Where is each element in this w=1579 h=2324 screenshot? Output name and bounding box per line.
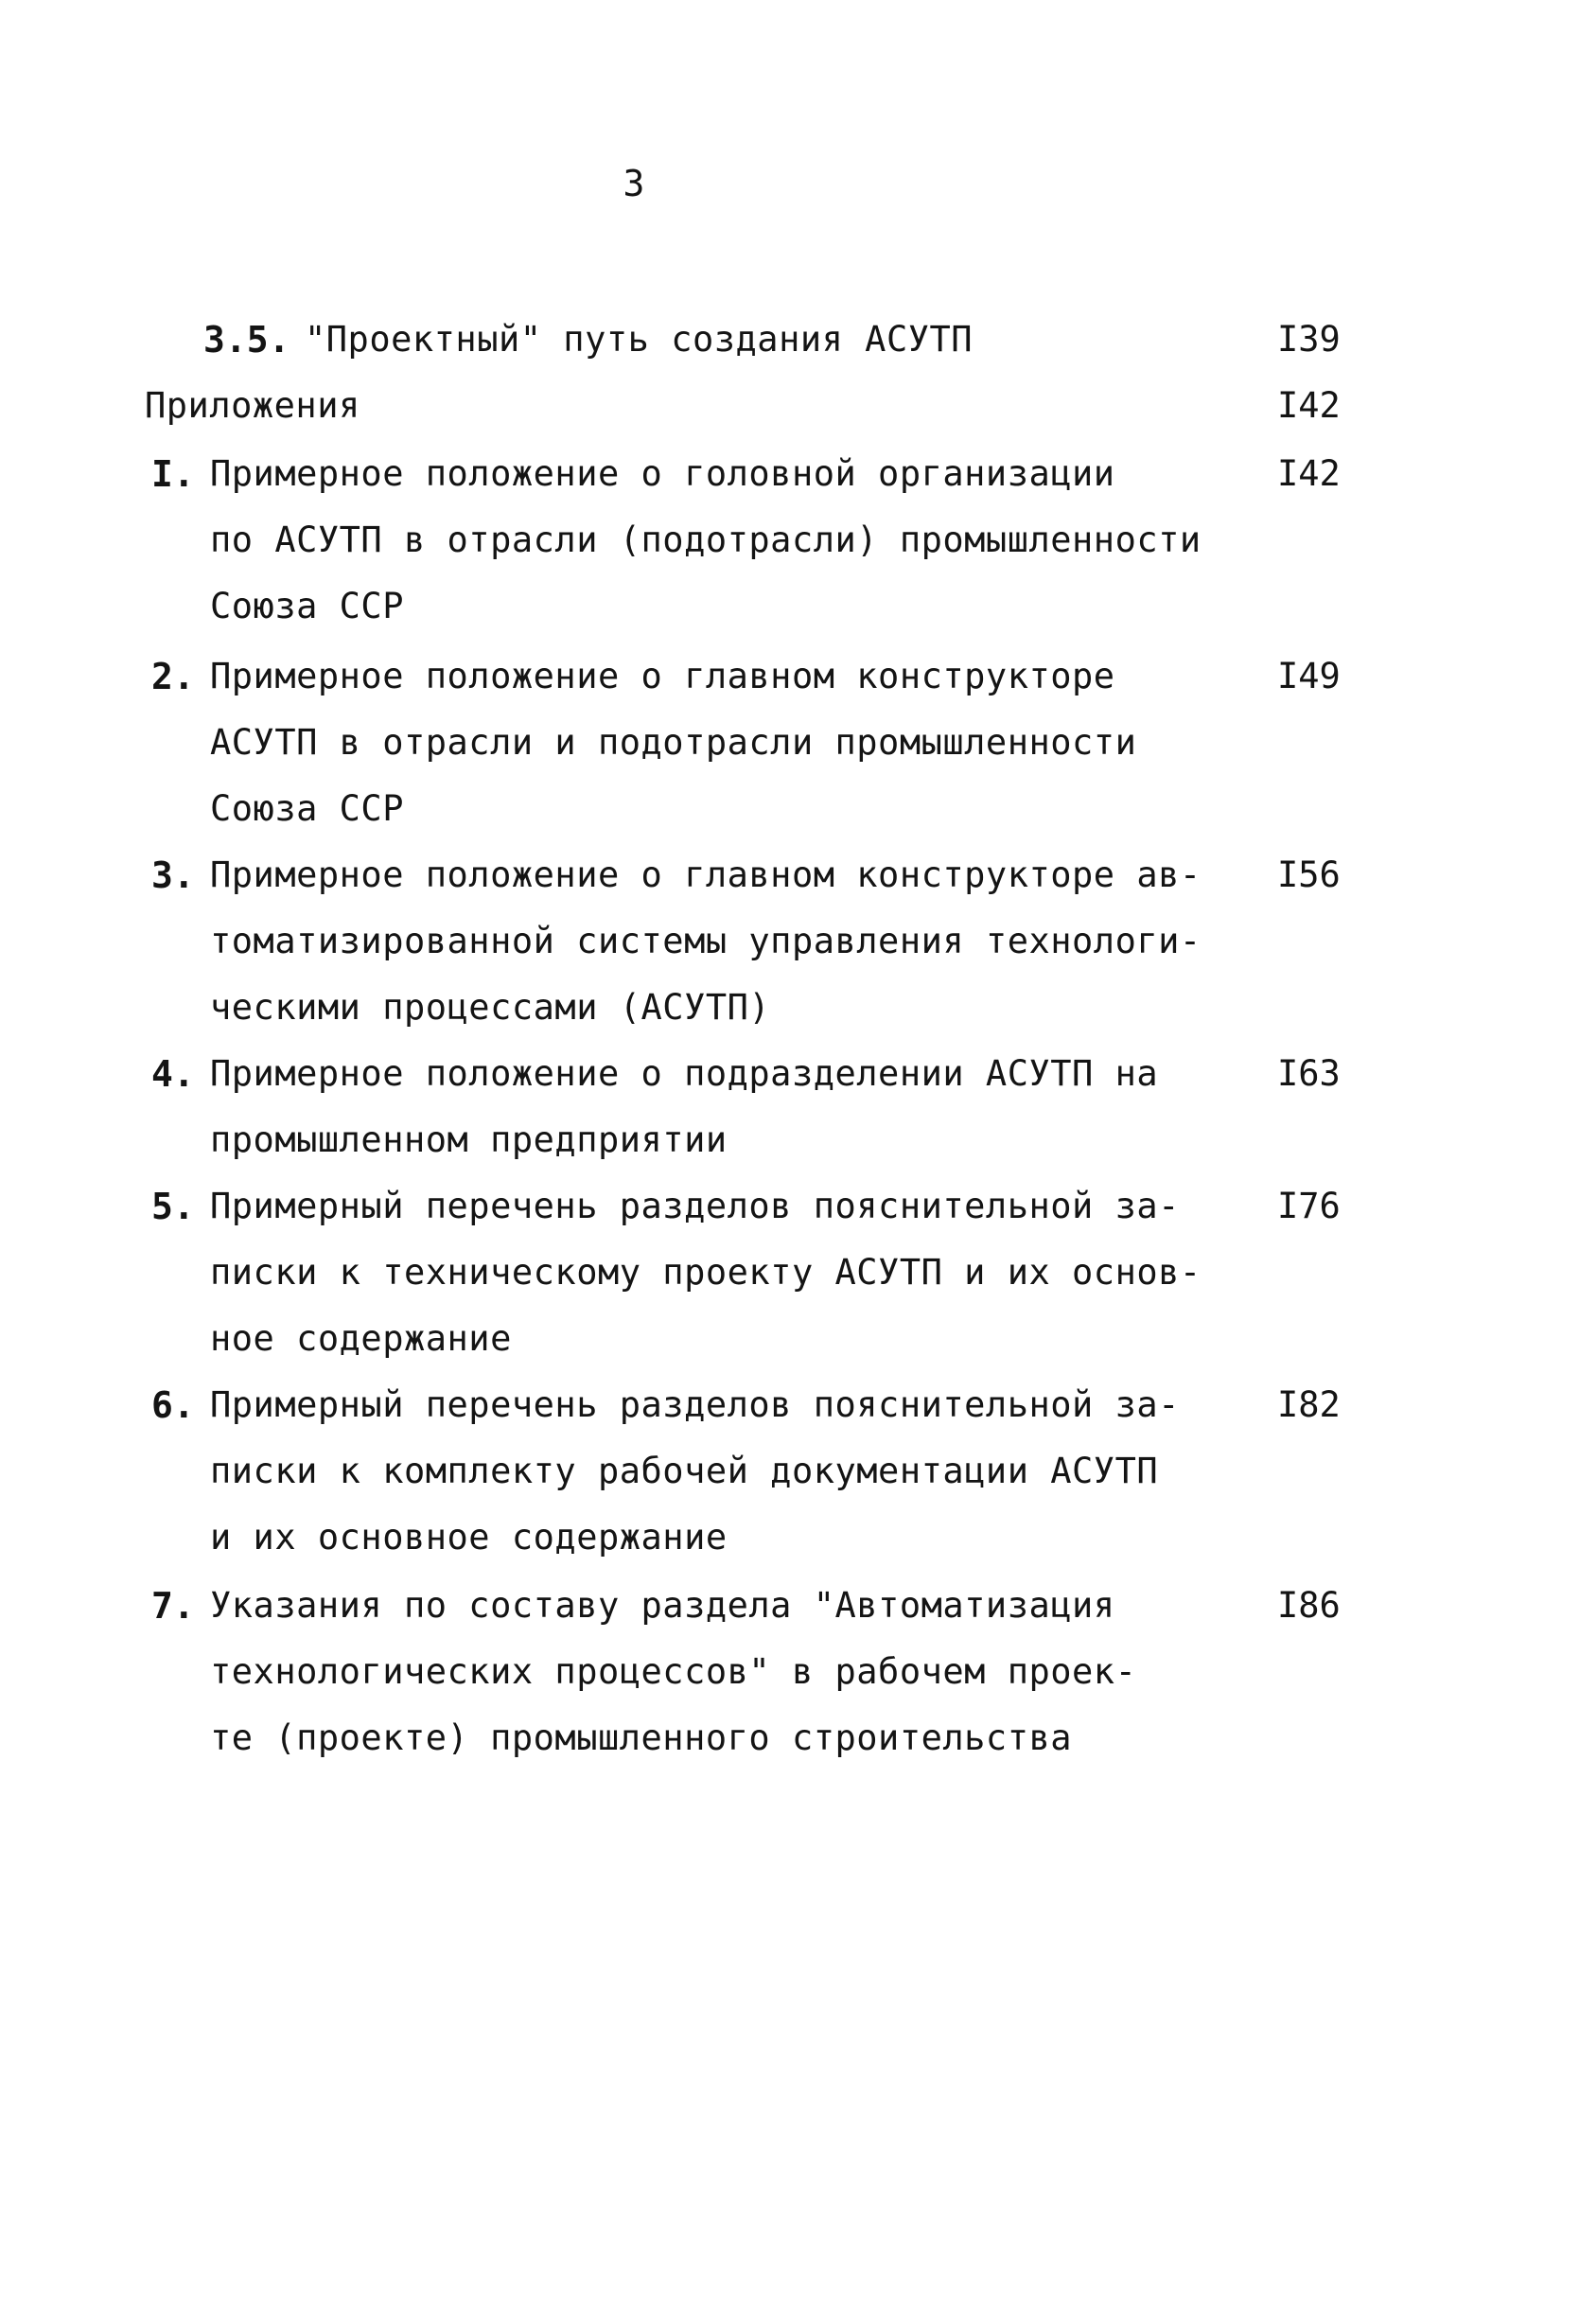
toc-entry-number: 6. (151, 1384, 195, 1426)
toc-entry-page: I82 (1277, 1384, 1341, 1425)
toc-entry-line: Примерный перечень разделов пояснительной за- (210, 1384, 1180, 1425)
toc-entry-line: "Проектный" путь создания АСУТП (305, 319, 974, 360)
toc-entry-page: I42 (1277, 385, 1341, 426)
toc-entry-number: 3.5. (203, 319, 290, 361)
toc-entry-line: писки к комплекту рабочей документации АСУТП (210, 1451, 1159, 1491)
page-number: 3 (623, 163, 645, 204)
toc-entry-line: Примерный перечень разделов пояснительной за- (210, 1186, 1180, 1226)
toc-entry-line: Приложения (145, 385, 360, 426)
toc-entry-page: I86 (1277, 1585, 1341, 1626)
toc-entry-number: 2. (151, 656, 195, 697)
toc-entry-line: Указания по составу раздела "Автоматизация (210, 1585, 1115, 1626)
toc-entry-number: 7. (151, 1585, 195, 1627)
toc-entry-page: I56 (1277, 854, 1341, 895)
toc-entry-line: томатизированной системы управления технологи- (210, 921, 1202, 961)
toc-entry-number: I. (151, 453, 195, 495)
toc-entry-page: I76 (1277, 1186, 1341, 1226)
toc-entry-page: I42 (1277, 453, 1341, 494)
toc-entry-number: 5. (151, 1186, 195, 1227)
toc-entry-line: те (проекте) промышленного строительства (210, 1717, 1073, 1758)
toc-entry-page: I39 (1277, 319, 1341, 360)
toc-entry-line: по АСУТП в отрасли (подотрасли) промышленности (210, 519, 1202, 560)
toc-entry-line: АСУТП в отрасли и подотрасли промышленности (210, 722, 1137, 763)
toc-entry-line: Примерное положение о головной организации (210, 453, 1115, 494)
toc-entry-line: Примерное положение о главном конструкторе ав- (210, 854, 1202, 895)
toc-entry-line: и их основное содержание (210, 1517, 728, 1558)
toc-entry-number: 4. (151, 1053, 195, 1095)
toc-entry-line: Союза ССР (210, 586, 404, 626)
toc-entry-line: ческими процессами (АСУТП) (210, 987, 771, 1028)
toc-entry-line: технологических процессов" в рабочем проек- (210, 1651, 1137, 1692)
toc-entry-line: Примерное положение о главном конструкторе (210, 656, 1115, 696)
toc-entry-line: Примерное положение о подразделении АСУТП на (210, 1053, 1159, 1094)
toc-entry-page: I63 (1277, 1053, 1341, 1094)
toc-entry-line: ное содержание (210, 1318, 512, 1359)
toc-entry-number: 3. (151, 854, 195, 896)
toc-entry-page: I49 (1277, 656, 1341, 696)
toc-entry-line: писки к техническому проекту АСУТП и их основ- (210, 1252, 1202, 1293)
toc-entry-line: Союза ССР (210, 788, 404, 829)
toc-entry-line: промышленном предприятии (210, 1119, 728, 1160)
